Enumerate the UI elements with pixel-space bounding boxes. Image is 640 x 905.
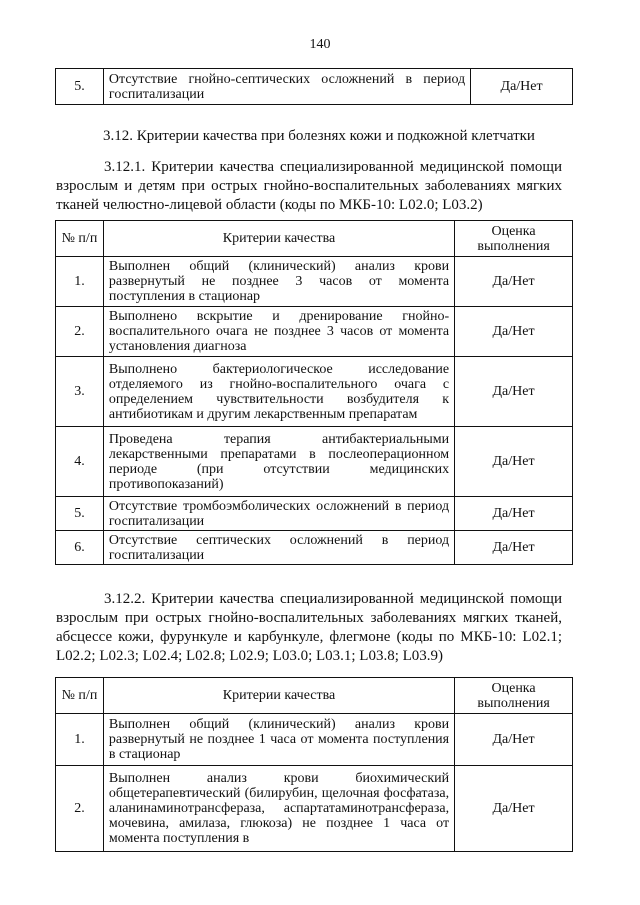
row-number: 4. <box>56 427 104 497</box>
header-number: № п/п <box>56 678 104 714</box>
table-row <box>56 531 573 565</box>
criterion-cell: Отсутствие гнойно-септических осложнений в период госпитализации <box>103 69 470 105</box>
section-heading: 3.12. Критерии качества при болезнях кожи и подкожной клетчатки <box>103 128 535 144</box>
criterion-cell: Проведена терапия антибактериальными лекарственными препаратами в послеоперационном периоде (при отсутствии медицинских противопоказаний) <box>103 427 454 497</box>
subsection-text: 3.12.2. Критерии качества специализированной медицинской помощи взрослым при острых гнойно-воспалительных заболеваниях мягких тканей, абсцессе кожи, фурункуле и карбункуле, флегмоне (коды по МКБ-10: L02.1; L02.2; L02.3; L02.4; L02.8; L02.9; L03.0; L03.1; L03.8; L03.9) <box>56 591 562 664</box>
quality-criteria-table-2 <box>55 677 573 852</box>
evaluation-cell: Да/Нет <box>455 427 573 497</box>
row-number: 1. <box>56 257 104 307</box>
subsection-3-12-2-text <box>56 590 562 666</box>
table-row <box>56 307 573 357</box>
table-row <box>56 357 573 427</box>
table-row <box>56 69 573 105</box>
row-number: 5. <box>56 69 104 105</box>
criterion-cell: Выполнен анализ крови биохимический общетерапевтический (билирубин, щелочная фосфатаза, аланинаминотрансфераза, аспартатаминотрансфераза, мочевина, амилаза, глюкоза) не позднее 1 часа от момента поступления в <box>103 766 454 852</box>
header-evaluation: Оценка выполнения <box>455 678 573 714</box>
evaluation-cell: Да/Нет <box>455 357 573 427</box>
row-number: 5. <box>56 497 104 531</box>
table-row <box>56 714 573 766</box>
page-number: 140 <box>309 37 331 52</box>
criterion-cell: Отсутствие септических осложнений в период госпитализации <box>103 531 454 565</box>
table-header-row <box>56 221 573 257</box>
header-number: № п/п <box>56 221 104 257</box>
evaluation-cell: Да/Нет <box>455 531 573 565</box>
criterion-cell: Отсутствие тромбоэмболических осложнений в период госпитализации <box>103 497 454 531</box>
row-number: 1. <box>56 714 104 766</box>
row-number: 3. <box>56 357 104 427</box>
table-row <box>56 766 573 852</box>
row-number: 2. <box>56 307 104 357</box>
row-number: 2. <box>56 766 104 852</box>
header-evaluation: Оценка выполнения <box>455 221 573 257</box>
evaluation-cell: Да/Нет <box>471 69 573 105</box>
criterion-cell: Выполнено вскрытие и дренирование гнойно-воспалительного очага не позднее 3 часов от момента установления диагноза <box>103 307 454 357</box>
quality-criteria-table-continued <box>55 68 573 105</box>
quality-criteria-table-1 <box>55 220 573 565</box>
evaluation-cell: Да/Нет <box>455 497 573 531</box>
evaluation-cell: Да/Нет <box>455 307 573 357</box>
header-criterion: Критерии качества <box>103 221 454 257</box>
evaluation-cell: Да/Нет <box>455 714 573 766</box>
subsection-3-12-1-text <box>56 158 562 215</box>
row-number: 6. <box>56 531 104 565</box>
evaluation-cell: Да/Нет <box>455 766 573 852</box>
header-criterion: Критерии качества <box>103 678 454 714</box>
evaluation-cell: Да/Нет <box>455 257 573 307</box>
table-row <box>56 427 573 497</box>
table-header-row <box>56 678 573 714</box>
criterion-cell: Выполнен общий (клинический) анализ крови развернутый не позднее 3 часов от момента поступления в стационар <box>103 257 454 307</box>
table-row <box>56 257 573 307</box>
subsection-text: 3.12.1. Критерии качества специализированной медицинской помощи взрослым и детям при острых гнойно-воспалительных заболеваниях мягких тканей челюстно-лицевой области (коды по МКБ-10: L02.0; L03.2) <box>56 159 562 213</box>
table-row <box>56 497 573 531</box>
criterion-cell: Выполнен общий (клинический) анализ крови развернутый не позднее 1 часа от момента поступления в стационар <box>103 714 454 766</box>
criterion-cell: Выполнено бактериологическое исследование отделяемого из гнойно-воспалительного очага с определением чувствительности возбудителя к антибиотикам и другим лекарственным препаратам <box>103 357 454 427</box>
